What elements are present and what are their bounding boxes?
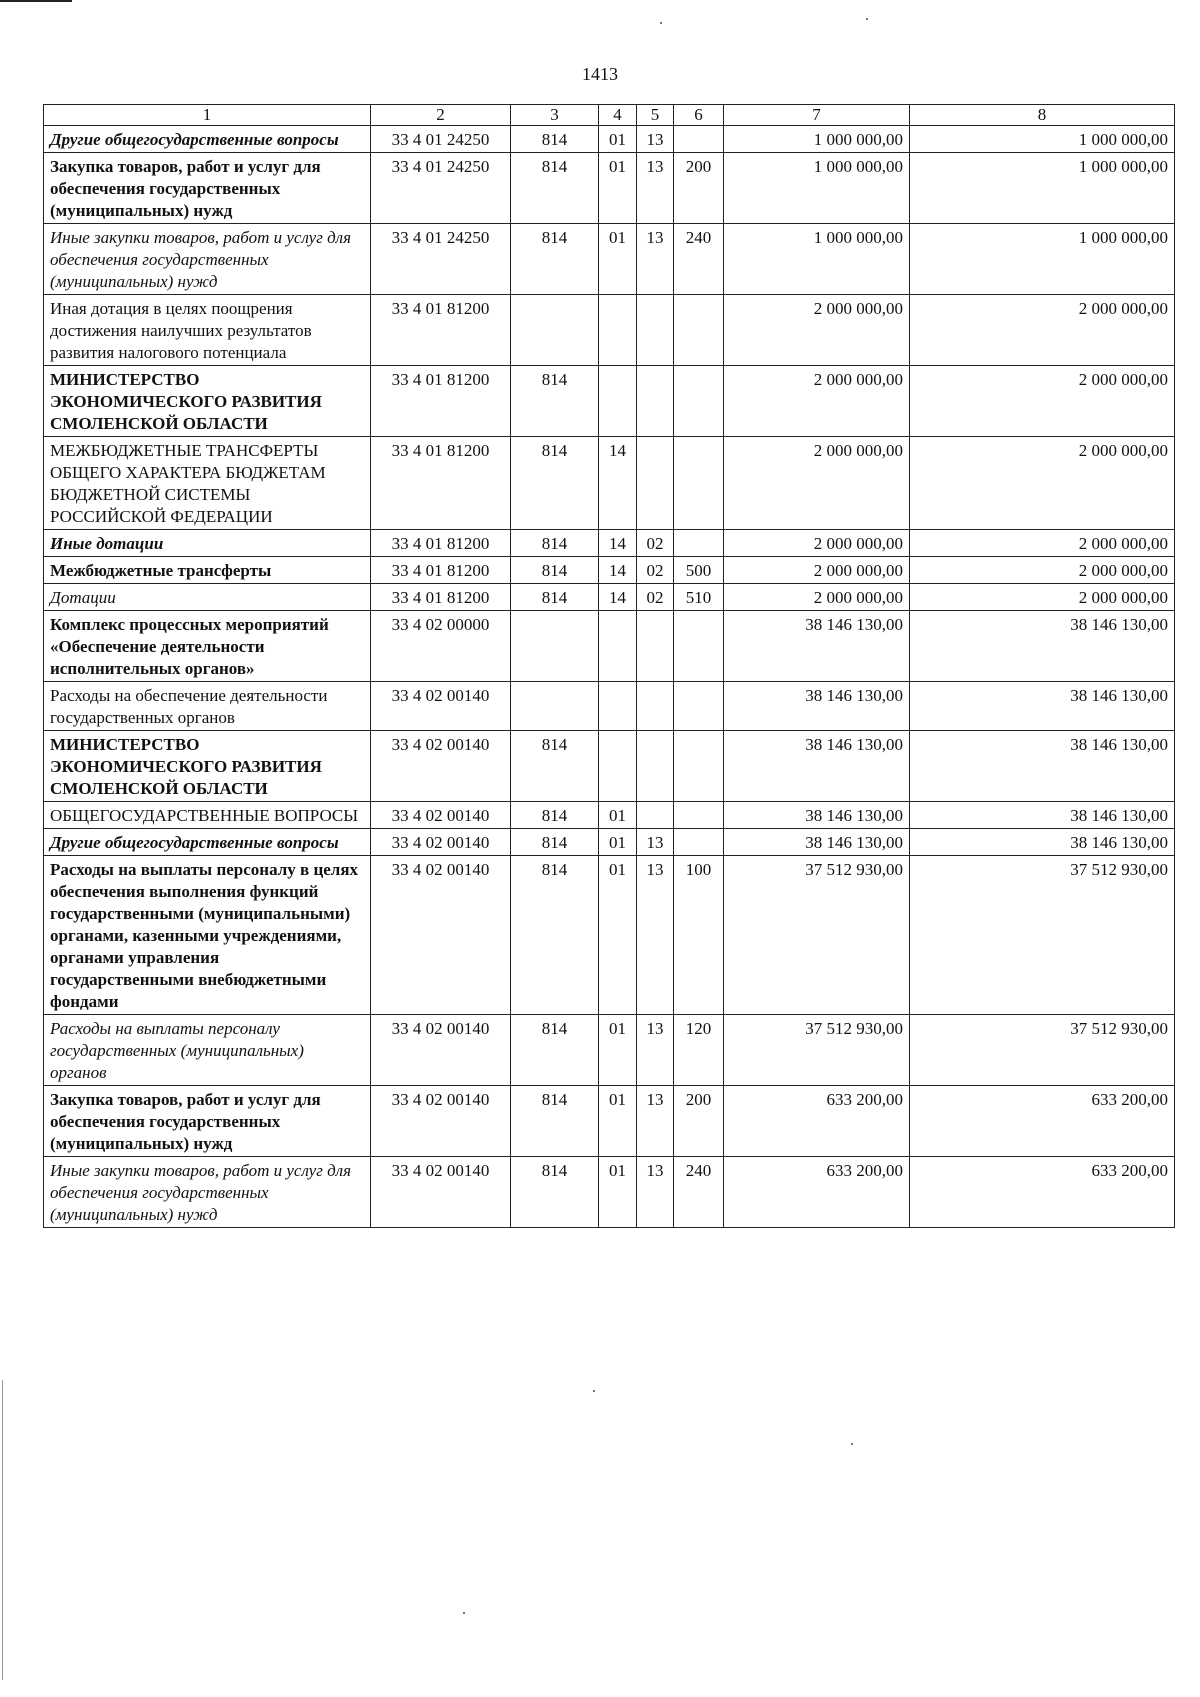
row-name-cell: Иная дотация в целях поощрения достижения наилучших результатов развития налогового потенциала	[44, 295, 371, 366]
table-row	[44, 682, 1175, 731]
table-row	[44, 437, 1175, 530]
scan-speck	[851, 1443, 853, 1445]
ministry-code-cell: 814	[511, 802, 599, 829]
target-article-code-cell: 33 4 01 24250	[371, 224, 511, 295]
section-code-cell: 01	[599, 1086, 637, 1157]
target-article-code-cell: 33 4 01 81200	[371, 557, 511, 584]
amount-year-2-cell: 38 146 130,00	[910, 682, 1175, 731]
table-row	[44, 856, 1175, 1015]
table-row	[44, 584, 1175, 611]
expense-type-code-cell	[674, 295, 724, 366]
ministry-code-cell: 814	[511, 731, 599, 802]
header-cell: 8	[910, 105, 1175, 126]
amount-year-1-cell: 2 000 000,00	[724, 530, 910, 557]
target-article-code-cell: 33 4 01 81200	[371, 530, 511, 557]
amount-year-1-cell: 38 146 130,00	[724, 611, 910, 682]
row-name-cell: Межбюджетные трансферты	[44, 557, 371, 584]
amount-year-2-cell: 37 512 930,00	[910, 856, 1175, 1015]
header-cell: 6	[674, 105, 724, 126]
expense-type-code-cell	[674, 611, 724, 682]
expense-type-code-cell	[674, 682, 724, 731]
header-cell: 2	[371, 105, 511, 126]
amount-year-1-cell: 1 000 000,00	[724, 224, 910, 295]
subsection-code-cell	[637, 682, 674, 731]
expense-type-code-cell	[674, 530, 724, 557]
subsection-code-cell: 13	[637, 1157, 674, 1228]
expense-type-code-cell: 120	[674, 1015, 724, 1086]
section-code-cell: 01	[599, 802, 637, 829]
subsection-code-cell	[637, 611, 674, 682]
section-code-cell: 01	[599, 856, 637, 1015]
subsection-code-cell	[637, 366, 674, 437]
subsection-code-cell: 13	[637, 856, 674, 1015]
subsection-code-cell: 02	[637, 530, 674, 557]
ministry-code-cell: 814	[511, 126, 599, 153]
amount-year-2-cell: 38 146 130,00	[910, 802, 1175, 829]
amount-year-1-cell: 2 000 000,00	[724, 366, 910, 437]
target-article-code-cell: 33 4 02 00140	[371, 731, 511, 802]
target-article-code-cell: 33 4 01 24250	[371, 153, 511, 224]
target-article-code-cell: 33 4 02 00140	[371, 1157, 511, 1228]
subsection-code-cell	[637, 437, 674, 530]
target-article-code-cell: 33 4 02 00140	[371, 682, 511, 731]
amount-year-1-cell: 633 200,00	[724, 1086, 910, 1157]
table-row	[44, 530, 1175, 557]
table-row	[44, 126, 1175, 153]
subsection-code-cell: 13	[637, 126, 674, 153]
ministry-code-cell: 814	[511, 1157, 599, 1228]
ministry-code-cell: 814	[511, 856, 599, 1015]
amount-year-1-cell: 2 000 000,00	[724, 295, 910, 366]
row-name-cell: Иные закупки товаров, работ и услуг для обеспечения государственных (муниципальных) нужд	[44, 1157, 371, 1228]
section-code-cell	[599, 682, 637, 731]
section-code-cell: 01	[599, 1157, 637, 1228]
expense-type-code-cell	[674, 802, 724, 829]
row-name-cell: ОБЩЕГОСУДАРСТВЕННЫЕ ВОПРОСЫ	[44, 802, 371, 829]
amount-year-1-cell: 1 000 000,00	[724, 126, 910, 153]
target-article-code-cell: 33 4 02 00000	[371, 611, 511, 682]
amount-year-1-cell: 37 512 930,00	[724, 856, 910, 1015]
header-row	[44, 105, 1175, 126]
scan-edge	[2, 1380, 3, 1680]
table-row	[44, 731, 1175, 802]
amount-year-2-cell: 38 146 130,00	[910, 611, 1175, 682]
row-name-cell: МИНИСТЕРСТВО ЭКОНОМИЧЕСКОГО РАЗВИТИЯ СМОЛЕНСКОЙ ОБЛАСТИ	[44, 731, 371, 802]
expense-type-code-cell: 240	[674, 1157, 724, 1228]
row-name-cell: МЕЖБЮДЖЕТНЫЕ ТРАНСФЕРТЫ ОБЩЕГО ХАРАКТЕРА БЮДЖЕТАМ БЮДЖЕТНОЙ СИСТЕМЫ РОССИЙСКОЙ ФЕДЕРАЦИИ	[44, 437, 371, 530]
amount-year-2-cell: 1 000 000,00	[910, 224, 1175, 295]
row-name-cell: Иные закупки товаров, работ и услуг для обеспечения государственных (муниципальных) нужд	[44, 224, 371, 295]
row-name-cell: Расходы на обеспечение деятельности государственных органов	[44, 682, 371, 731]
section-code-cell: 01	[599, 1015, 637, 1086]
header-cell: 3	[511, 105, 599, 126]
section-code-cell	[599, 295, 637, 366]
section-code-cell: 14	[599, 437, 637, 530]
section-code-cell	[599, 731, 637, 802]
expense-type-code-cell: 240	[674, 224, 724, 295]
amount-year-1-cell: 2 000 000,00	[724, 557, 910, 584]
target-article-code-cell: 33 4 02 00140	[371, 856, 511, 1015]
table-row	[44, 1086, 1175, 1157]
target-article-code-cell: 33 4 02 00140	[371, 802, 511, 829]
row-name-cell: Другие общегосударственные вопросы	[44, 829, 371, 856]
row-name-cell: Другие общегосударственные вопросы	[44, 126, 371, 153]
row-name-cell: Дотации	[44, 584, 371, 611]
expense-type-code-cell	[674, 731, 724, 802]
amount-year-2-cell: 1 000 000,00	[910, 153, 1175, 224]
amount-year-2-cell: 38 146 130,00	[910, 731, 1175, 802]
amount-year-2-cell: 2 000 000,00	[910, 437, 1175, 530]
subsection-code-cell: 02	[637, 584, 674, 611]
target-article-code-cell: 33 4 01 81200	[371, 295, 511, 366]
row-name-cell: Расходы на выплаты персоналу государственных (муниципальных) органов	[44, 1015, 371, 1086]
amount-year-1-cell: 38 146 130,00	[724, 829, 910, 856]
header-cell: 5	[637, 105, 674, 126]
amount-year-2-cell: 37 512 930,00	[910, 1015, 1175, 1086]
section-code-cell: 01	[599, 829, 637, 856]
amount-year-1-cell: 38 146 130,00	[724, 731, 910, 802]
table-row	[44, 295, 1175, 366]
table-row	[44, 1157, 1175, 1228]
header-cell: 7	[724, 105, 910, 126]
target-article-code-cell: 33 4 01 81200	[371, 584, 511, 611]
subsection-code-cell: 02	[637, 557, 674, 584]
subsection-code-cell: 13	[637, 224, 674, 295]
expense-type-code-cell: 100	[674, 856, 724, 1015]
amount-year-2-cell: 2 000 000,00	[910, 584, 1175, 611]
amount-year-2-cell: 633 200,00	[910, 1086, 1175, 1157]
top-rule	[0, 0, 72, 2]
subsection-code-cell	[637, 731, 674, 802]
table-row	[44, 557, 1175, 584]
amount-year-1-cell: 633 200,00	[724, 1157, 910, 1228]
section-code-cell	[599, 611, 637, 682]
row-name-cell: Закупка товаров, работ и услуг для обеспечения государственных (муниципальных) нужд	[44, 153, 371, 224]
amount-year-1-cell: 38 146 130,00	[724, 802, 910, 829]
subsection-code-cell: 13	[637, 829, 674, 856]
subsection-code-cell: 13	[637, 153, 674, 224]
ministry-code-cell	[511, 611, 599, 682]
ministry-code-cell: 814	[511, 153, 599, 224]
amount-year-2-cell: 38 146 130,00	[910, 829, 1175, 856]
amount-year-1-cell: 38 146 130,00	[724, 682, 910, 731]
scan-speck	[866, 18, 868, 20]
ministry-code-cell: 814	[511, 584, 599, 611]
expense-type-code-cell: 500	[674, 557, 724, 584]
expense-type-code-cell: 200	[674, 153, 724, 224]
section-code-cell: 01	[599, 224, 637, 295]
table-row	[44, 1015, 1175, 1086]
amount-year-2-cell: 2 000 000,00	[910, 366, 1175, 437]
header-cell: 4	[599, 105, 637, 126]
row-name-cell: Иные дотации	[44, 530, 371, 557]
amount-year-1-cell: 2 000 000,00	[724, 584, 910, 611]
section-code-cell: 14	[599, 584, 637, 611]
section-code-cell: 14	[599, 530, 637, 557]
scan-speck	[593, 1390, 595, 1392]
table-row	[44, 829, 1175, 856]
ministry-code-cell: 814	[511, 1015, 599, 1086]
ministry-code-cell: 814	[511, 224, 599, 295]
ministry-code-cell	[511, 682, 599, 731]
expense-type-code-cell: 510	[674, 584, 724, 611]
scan-speck	[463, 1612, 465, 1614]
header-cell: 1	[44, 105, 371, 126]
table-row	[44, 224, 1175, 295]
ministry-code-cell: 814	[511, 829, 599, 856]
table-row	[44, 802, 1175, 829]
target-article-code-cell: 33 4 02 00140	[371, 829, 511, 856]
subsection-code-cell: 13	[637, 1015, 674, 1086]
scan-speck	[660, 22, 662, 24]
section-code-cell: 01	[599, 126, 637, 153]
expense-type-code-cell	[674, 437, 724, 530]
amount-year-1-cell: 1 000 000,00	[724, 153, 910, 224]
amount-year-2-cell: 633 200,00	[910, 1157, 1175, 1228]
target-article-code-cell: 33 4 01 81200	[371, 437, 511, 530]
expense-type-code-cell: 200	[674, 1086, 724, 1157]
table-row	[44, 611, 1175, 682]
budget-table	[43, 104, 1175, 1228]
amount-year-2-cell: 1 000 000,00	[910, 126, 1175, 153]
section-code-cell: 01	[599, 153, 637, 224]
row-name-cell: МИНИСТЕРСТВО ЭКОНОМИЧЕСКОГО РАЗВИТИЯ СМОЛЕНСКОЙ ОБЛАСТИ	[44, 366, 371, 437]
row-name-cell: Закупка товаров, работ и услуг для обеспечения государственных (муниципальных) нужд	[44, 1086, 371, 1157]
ministry-code-cell: 814	[511, 366, 599, 437]
ministry-code-cell: 814	[511, 530, 599, 557]
target-article-code-cell: 33 4 01 81200	[371, 366, 511, 437]
amount-year-1-cell: 37 512 930,00	[724, 1015, 910, 1086]
expense-type-code-cell	[674, 126, 724, 153]
subsection-code-cell: 13	[637, 1086, 674, 1157]
table-row	[44, 153, 1175, 224]
ministry-code-cell: 814	[511, 1086, 599, 1157]
section-code-cell	[599, 366, 637, 437]
amount-year-2-cell: 2 000 000,00	[910, 557, 1175, 584]
expense-type-code-cell	[674, 829, 724, 856]
ministry-code-cell: 814	[511, 437, 599, 530]
target-article-code-cell: 33 4 02 00140	[371, 1086, 511, 1157]
row-name-cell: Комплекс процессных мероприятий «Обеспечение деятельности исполнительных органов»	[44, 611, 371, 682]
page-number: 1413	[582, 64, 618, 84]
ministry-code-cell: 814	[511, 557, 599, 584]
amount-year-1-cell: 2 000 000,00	[724, 437, 910, 530]
section-code-cell: 14	[599, 557, 637, 584]
row-name-cell: Расходы на выплаты персоналу в целях обеспечения выполнения функций государственными (муниципальными) органами, казенными учреждениями, органами управления государственными внебюджетными фондами	[44, 856, 371, 1015]
amount-year-2-cell: 2 000 000,00	[910, 295, 1175, 366]
subsection-code-cell	[637, 802, 674, 829]
target-article-code-cell: 33 4 01 24250	[371, 126, 511, 153]
expense-type-code-cell	[674, 366, 724, 437]
target-article-code-cell: 33 4 02 00140	[371, 1015, 511, 1086]
amount-year-2-cell: 2 000 000,00	[910, 530, 1175, 557]
table-row	[44, 366, 1175, 437]
subsection-code-cell	[637, 295, 674, 366]
ministry-code-cell	[511, 295, 599, 366]
